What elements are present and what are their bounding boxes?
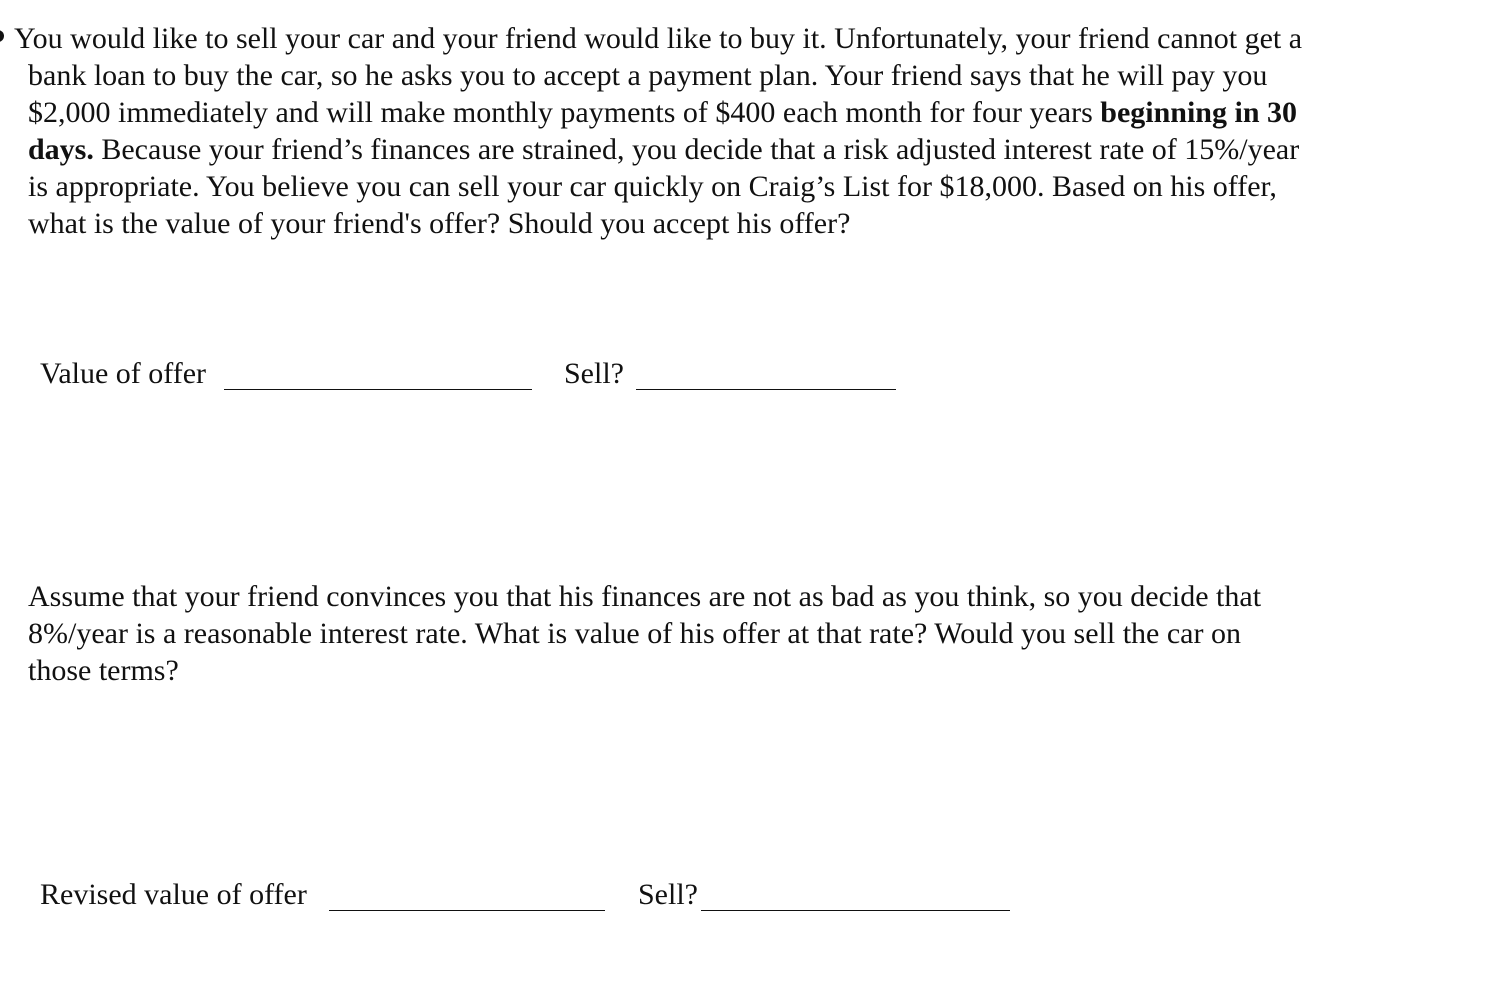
revised-value-of-offer-blank[interactable] — [329, 910, 605, 911]
question-1-line-5: is appropriate. You believe you can sell your car quickly on Craig’s List for $18,000. Based on his offer, — [28, 170, 1277, 203]
value-of-offer-label: Value of offer — [40, 357, 207, 390]
question-1-line-4-bold: days. — [28, 133, 94, 166]
question-1-line-4 — [28, 131, 1299, 168]
sell-label: Sell? — [564, 357, 624, 390]
bullet-marker — [0, 30, 4, 42]
question-2-line-2: 8%/year is a reasonable interest rate. What is value of his offer at that rate? Would you sell the car on — [28, 617, 1241, 650]
question-2-line-1: Assume that your friend convinces you that his finances are not as bad as you think, so you decide that — [28, 580, 1262, 613]
sell-label-2: Sell? — [638, 878, 698, 911]
question-2-line-3: those terms? — [28, 654, 179, 687]
question-1-line-3-text: $2,000 immediately and will make monthly payments of $400 each month for four years — [28, 96, 1101, 129]
question-1-line-2: bank loan to buy the car, so he asks you to accept a payment plan. Your friend says that he will pay you — [28, 59, 1268, 92]
question-1-line-6: what is the value of your friend's offer? Should you accept his offer? — [28, 207, 851, 240]
question-1-line-1: You would like to sell your car and your friend would like to buy it. Unfortunately, your friend cannot get a — [14, 22, 1303, 55]
value-of-offer-blank[interactable] — [224, 389, 532, 390]
revised-value-of-offer-label: Revised value of offer — [40, 878, 307, 911]
sell-blank[interactable] — [636, 389, 896, 390]
question-1-line-3-bold: beginning in 30 — [1100, 96, 1298, 129]
question-1-line-4-text: Because your friend’s finances are strained, you decide that a risk adjusted interest rate of 15%/year — [93, 133, 1300, 166]
sell-blank-2[interactable] — [701, 910, 1010, 911]
question-1-line-3 — [28, 94, 1297, 131]
